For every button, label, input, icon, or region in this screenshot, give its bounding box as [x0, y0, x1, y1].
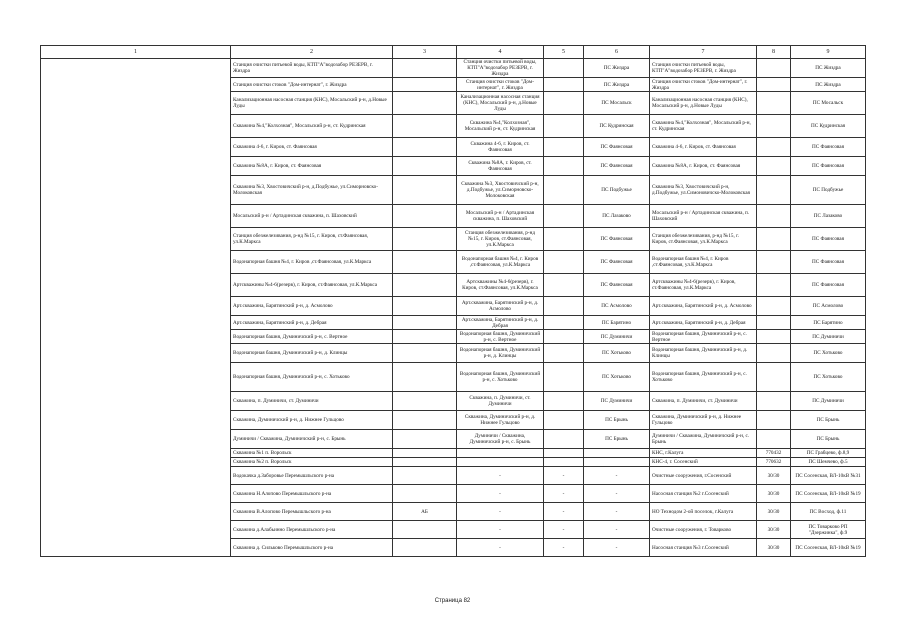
table-cell-c8	[757, 78, 791, 92]
table-cell-c5	[544, 251, 584, 274]
table-cell-c2: Арт.скважина, Барятинский р-н, д. Дебрая	[231, 316, 393, 330]
table-cell-c9: ПС Подбужье	[791, 176, 866, 205]
table-cell-c4: Станция очистки стоков "Дом-интернат", г. Жиздра	[457, 78, 544, 92]
table-cell-c8	[757, 392, 791, 411]
table-cell-c8	[757, 274, 791, 297]
table-cell-c5	[544, 138, 584, 157]
column-header: 9	[791, 46, 866, 59]
table-cell-c7: Скважина 4-6, г. Киров, ст. Фаянсовая	[650, 138, 757, 157]
table-cell-c9: ПС Фаянсовая	[791, 251, 866, 274]
table-cell-c3	[393, 539, 457, 557]
table-cell-c5	[544, 392, 584, 411]
table-cell-c8: 30/30	[757, 503, 791, 521]
table-cell-c8: 30/30	[757, 539, 791, 557]
table-cell-c8	[757, 59, 791, 78]
table-cell-c2: Водокачка д.Заборовье Перемышльского р-на	[231, 467, 393, 485]
table-cell-c4: -	[457, 521, 544, 539]
table-cell-c5	[544, 115, 584, 138]
table-cell-c8	[757, 297, 791, 316]
table-cell-c6: -	[584, 539, 650, 557]
column-header: 1	[41, 46, 231, 59]
table-cell-c6	[584, 449, 650, 458]
table-cell-c9: ПС Фаянсовая	[791, 157, 866, 176]
table-cell-c4: Арт.скважина, Барятинский р-н, д. Асмолово	[457, 297, 544, 316]
table-cell-c4: Арт.скважина, Барятинский р-н, д. Дебрая	[457, 316, 544, 330]
table-cell-c4: Думиничи / Скважина, Думиничский р-н, с. Брынь	[457, 430, 544, 449]
table-cell-c2: Скважина №1 п. Ворольск	[231, 449, 393, 458]
table-cell-c9: ПС Шемчево, ф.5	[791, 458, 866, 467]
table-cell-c3	[393, 363, 457, 392]
table-cell-c3	[393, 344, 457, 363]
table-cell-c8: 30/30	[757, 521, 791, 539]
table-cell-c5	[544, 59, 584, 78]
table-cell-c4: Водонапорная башня, Думиничский р-н, д. Клинцы	[457, 344, 544, 363]
table-cell-c3	[393, 316, 457, 330]
table-cell-c9: ПС Фаянсовая	[791, 274, 866, 297]
table-cell-c6: ПС Брынь	[584, 430, 650, 449]
table-cell-c9: ПС Брынь	[791, 411, 866, 430]
table-cell-c2: Водонапорная башня №4, г. Киров ,ст.Фаянсовая, ул.К.Маркса	[231, 251, 393, 274]
table-cell-c7: КНС-4, г. Сосенский	[650, 458, 757, 467]
page-number: Страница 82	[434, 598, 471, 604]
table-cell-c2: Водонапорная башня, Думиничский р-н, с. Вертное	[231, 330, 393, 344]
table-cell-c9: ПС Восход, ф.11	[791, 503, 866, 521]
table-cell-c9: ПС Фаянсовая	[791, 228, 866, 251]
table-cell-c4: -	[457, 503, 544, 521]
table-cell-c6: -	[584, 521, 650, 539]
table-cell-c2: Скважина, п. Думиничи, ст. Думиничи	[231, 392, 393, 411]
table-cell-c7: Очистные сооружения, г. Товарково	[650, 521, 757, 539]
table-cell-c5	[544, 78, 584, 92]
table-cell-c3	[393, 138, 457, 157]
table-cell-c9: ПС Мосальск	[791, 92, 866, 115]
table-cell-c8	[757, 251, 791, 274]
table-cell-c6: ПС Фаянсовая	[584, 251, 650, 274]
table-cell-c2: Мосальский р-н / Артадинская скважина, п. Шаховский	[231, 205, 393, 228]
table-cell-c3	[393, 467, 457, 485]
table-cell-c6: ПС Хотьково	[584, 363, 650, 392]
table-cell-c3	[393, 59, 457, 78]
table-cell-c2: Станция очистки стоков "Дом-интернат", г. Жиздра	[231, 78, 393, 92]
table-cell-c3	[393, 228, 457, 251]
table-cell-c4: Скважина, Думиничский р-н, д. Нижнее Гульцово	[457, 411, 544, 430]
column-header: 8	[757, 46, 791, 59]
table-cell-c9: ПС Фаянсовая	[791, 138, 866, 157]
table-cell-col1	[41, 59, 231, 557]
table-cell-c6: ПС Фаянсовая	[584, 228, 650, 251]
table-cell-c3	[393, 330, 457, 344]
table-cell-c6: -	[584, 485, 650, 503]
table-cell-c3	[393, 449, 457, 458]
table-cell-c7: Станция очистки стоков "Дом-интернат", г. Жиздра	[650, 78, 757, 92]
document-table-sheet	[40, 45, 865, 557]
table-cell-c6: ПС Брынь	[584, 411, 650, 430]
table-cell-c3	[393, 274, 457, 297]
table-cell-c2: Скважина, Думиничский р-н, д. Нижнее Гульцово	[231, 411, 393, 430]
table-cell-c7: Канализационная насосная станция (КНС), Мосальский р-н, д.Новые Луды	[650, 92, 757, 115]
table-cell-c7: Мосальский р-н / Артадинская скважина, п. Шаховский	[650, 205, 757, 228]
table-cell-c5	[544, 316, 584, 330]
table-cell-c4: -	[457, 467, 544, 485]
table-cell-c2: Арт.скважина, Барятинский р-н, д. Асмолово	[231, 297, 393, 316]
table-cell-c7: Станция очистки питьевой воды, КТП"А"водозабор РЕЗЕРВ, г. Жиздра	[650, 59, 757, 78]
table-cell-c6: -	[584, 503, 650, 521]
table-cell-c5	[544, 274, 584, 297]
table-cell-c2: Скважина №8А, г. Киров, ст. Фаянсовая	[231, 157, 393, 176]
table-cell-c8	[757, 157, 791, 176]
table-cell-c5	[544, 205, 584, 228]
table-cell-c8	[757, 176, 791, 205]
table-cell-c7: НО Технодом 2-ой поселок, г.Калуга	[650, 503, 757, 521]
table-cell-c6: ПС Думиничи	[584, 330, 650, 344]
table-cell-c3	[393, 458, 457, 467]
table-cell-c2: Станция очистки питьевой воды, КТП"А"водозабор РЕЗЕРВ, г. Жиздра	[231, 59, 393, 78]
table-body	[41, 59, 866, 557]
table-cell-c8	[757, 330, 791, 344]
table-cell-c9: ПС Брынь	[791, 430, 866, 449]
column-header: 2	[231, 46, 393, 59]
table-cell-c8	[757, 138, 791, 157]
table-cell-c7: Очистные сооружения, г.Сосенский	[650, 467, 757, 485]
table-cell-c4: Скважина №3, Хвостовичский р-н, д.Подбужье, ул.Симорновско-Молоковская	[457, 176, 544, 205]
table-cell-c3: АБ	[393, 503, 457, 521]
table-cell-c5	[544, 176, 584, 205]
table-cell-c3	[393, 392, 457, 411]
table-cell-c4	[457, 458, 544, 467]
table-cell-c5	[544, 458, 584, 467]
table-cell-c5: -	[544, 467, 584, 485]
column-header: 6	[584, 46, 650, 59]
table-cell-c4	[457, 449, 544, 458]
table-cell-c6: ПС Подбужье	[584, 176, 650, 205]
table-cell-c6: ПС Лазаково	[584, 205, 650, 228]
table-cell-c3	[393, 115, 457, 138]
table-cell-c9: ПС Жиздра	[791, 78, 866, 92]
table-cell-c7: Скважина №8А, г. Киров, ст. Фаянсовая	[650, 157, 757, 176]
table-cell-c7: Артскважины №4-6(резерв), г. Киров, ст.Фаянсовая, ул.К.Маркса	[650, 274, 757, 297]
table-cell-c8	[757, 344, 791, 363]
table-cell-c6: ПС Фаянсовая	[584, 157, 650, 176]
table-cell-c7: Водонапорная башня, Думиничский р-н, д. Клинцы	[650, 344, 757, 363]
table-cell-c7: Насосная станция №2 г.Сосенский	[650, 485, 757, 503]
table-cell-c5: -	[544, 485, 584, 503]
table-cell-c6: ПС Жиздра	[584, 78, 650, 92]
table-cell-c5: -	[544, 539, 584, 557]
table-cell-c3	[393, 92, 457, 115]
table-cell-c7: КНС, г.Калуга	[650, 449, 757, 458]
table-cell-c6: -	[584, 467, 650, 485]
table-cell-c4: Станция очистки питьевой воды, КТП"А"водозабор РЕЗЕРВ, г. Жиздра	[457, 59, 544, 78]
table-cell-c5	[544, 297, 584, 316]
table-cell-c9: ПС Хотьково	[791, 363, 866, 392]
table-cell-c2: Скважина №3, Хвостовичский р-н, д.Подбужье, ул.Симорновско-Молоковская	[231, 176, 393, 205]
table-cell-c8: 770632	[757, 458, 791, 467]
table-cell-c5: -	[544, 521, 584, 539]
table-cell-c6: ПС Барятино	[584, 316, 650, 330]
table-cell-c8: 30/30	[757, 485, 791, 503]
column-header: 7	[650, 46, 757, 59]
table-cell-c7: Скважина, Думиничский р-н, д. Нижнее Гульцово	[650, 411, 757, 430]
table-cell-c7: Станция обезжелезивания, р-нд №15, г. Киров, ст.Фаянсовая, ул.К.Маркса	[650, 228, 757, 251]
table-cell-c3	[393, 297, 457, 316]
table-cell-c7: Арт.скважина, Барятинский р-н, д. Дебрая	[650, 316, 757, 330]
table-cell-c4: Станция обезжелезивания, р-нд №15, г. Киров, ст.Фаянсовая, ул.К.Маркса	[457, 228, 544, 251]
table-cell-c3	[393, 251, 457, 274]
table-cell-c4: Скважина №4,"Колхозная", Мосальский р-н, ст. Кудринская	[457, 115, 544, 138]
table-cell-c9: ПС Товарково РП "Дзержинка", ф.9	[791, 521, 866, 539]
table-cell-c4: Мосальский р-н / Артадинская скважина, п. Шаховский	[457, 205, 544, 228]
table-cell-c2: Скважина д. Сильково Перемышльского р-на	[231, 539, 393, 557]
table-cell-c5: -	[544, 503, 584, 521]
column-header: 3	[393, 46, 457, 59]
table-cell-c2: Скважина №4,"Колхозная", Мосальский р-н, ст. Кудринская	[231, 115, 393, 138]
table-cell-c5	[544, 363, 584, 392]
table-cell-c3	[393, 176, 457, 205]
table-cell-c2: Водонапорная башня, Думиничский р-н, с. Хотьково	[231, 363, 393, 392]
table-cell-c9: ПС Хотьково	[791, 344, 866, 363]
table-cell-c6: ПС Хотьково	[584, 344, 650, 363]
table-cell-c8	[757, 316, 791, 330]
table-cell-c9: ПС Сосенская, ВЛ-10кВ №19	[791, 485, 866, 503]
table-cell-c2: Станция обезжелезивания, р-нд №15, г. Киров, ст.Фаянсовая, ул.К.Маркса	[231, 228, 393, 251]
table-cell-c2: Скважина №2 п. Ворольск	[231, 458, 393, 467]
table-cell-c7: Водонапорная башня, Думиничский р-н, с. Хотьково	[650, 363, 757, 392]
table-cell-c2: Скважина д.Алабьинно Перемышльского р-на	[231, 521, 393, 539]
table-cell-c9: ПС Барятино	[791, 316, 866, 330]
table-cell-c2: Артскважины №4-6(резерв), г. Киров, ст.Фаянсовая, ул.К.Маркса	[231, 274, 393, 297]
table-cell-c5	[544, 330, 584, 344]
table-cell-c8: 770432	[757, 449, 791, 458]
table-cell-c5	[544, 228, 584, 251]
table-cell-c3	[393, 430, 457, 449]
table-cell-c9: ПС Грабцево, ф.8,9	[791, 449, 866, 458]
table-cell-c8	[757, 115, 791, 138]
table-row	[41, 59, 866, 78]
column-header: 4	[457, 46, 544, 59]
table-cell-c3	[393, 485, 457, 503]
table-cell-c9: ПС Жиздра	[791, 59, 866, 78]
table-cell-c4: -	[457, 485, 544, 503]
table-cell-c9: ПС Асмолово	[791, 297, 866, 316]
table-cell-c3	[393, 411, 457, 430]
table-cell-c8	[757, 205, 791, 228]
table-cell-c2: Водонапорная башня, Думиничский р-н, д. Клинцы	[231, 344, 393, 363]
table-cell-c2: Канализационная насосная станция (КНС), Мосальский р-н, д.Новые Луды	[231, 92, 393, 115]
table-cell-c2: Скважина В.Алопово Перемышльского р-на	[231, 503, 393, 521]
table-cell-c6: ПС Асмолово	[584, 297, 650, 316]
table-cell-c8	[757, 411, 791, 430]
table-cell-c3	[393, 205, 457, 228]
table-cell-c5	[544, 449, 584, 458]
table-cell-c9: ПС Сосенская, ВЛ-10кВ №19	[791, 539, 866, 557]
table-cell-c4: Скважина №8А, г. Киров, ст. Фаянсовая	[457, 157, 544, 176]
table-cell-c9: ПС Думиничи	[791, 392, 866, 411]
table-cell-c6	[584, 458, 650, 467]
table-cell-c4: Канализационная насосная станция (КНС), Мосальский р-н, д.Новые Луды	[457, 92, 544, 115]
table-cell-c7: Водонапорная башня, Думиничский р-н, с. Вертное	[650, 330, 757, 344]
table-cell-c4: Водонапорная башня, Думиничский р-н, с. Хотьково	[457, 363, 544, 392]
table-cell-c6: ПС Мосальск	[584, 92, 650, 115]
table-cell-c9: ПС Сосенская, ВЛ-10кВ №31	[791, 467, 866, 485]
table-cell-c5	[544, 157, 584, 176]
header-row	[41, 46, 866, 59]
table-cell-c8	[757, 363, 791, 392]
table-cell-c5	[544, 411, 584, 430]
table-cell-c4: Водонапорная башня, Думиничский р-н, с. Вертное	[457, 330, 544, 344]
table-cell-c7: Арт.скважина, Барятинский р-н, д. Асмолово	[650, 297, 757, 316]
table-cell-c9: ПС Кудринская	[791, 115, 866, 138]
table-cell-c6: ПС Кудринская	[584, 115, 650, 138]
table-cell-c8	[757, 92, 791, 115]
table-cell-c3	[393, 521, 457, 539]
table-cell-c6: ПС Думиничи	[584, 392, 650, 411]
table-cell-c2: Скважина Н.Алопово Перемышльского р-на	[231, 485, 393, 503]
table-cell-c4: Артскважины №4-6(резерв), г. Киров, ст.Фаянсовая, ул.К.Маркса	[457, 274, 544, 297]
table-cell-c4: -	[457, 539, 544, 557]
table-cell-c7: Думиничи / Скважина, Думиничский р-н, с. Брынь	[650, 430, 757, 449]
column-header: 5	[544, 46, 584, 59]
table-cell-c7: Водонапорная башня №4, г. Киров ,ст.Фаянсовая, ул.К.Маркса	[650, 251, 757, 274]
table-cell-c5	[544, 92, 584, 115]
table-cell-c6: ПС Фаянсовая	[584, 138, 650, 157]
table-cell-c8	[757, 430, 791, 449]
table-cell-c8: 30/30	[757, 467, 791, 485]
table-cell-c4: Скважина 4-6, г. Киров, ст. Фаянсовая	[457, 138, 544, 157]
table-cell-c9: ПС Лазаково	[791, 205, 866, 228]
table-cell-c7: Скважина, п. Думиничи, ст. Думиничи	[650, 392, 757, 411]
table-cell-c4: Скважина, п. Думиничи, ст. Думиничи	[457, 392, 544, 411]
table-cell-c7: Насосная станция №3 г.Сосенский	[650, 539, 757, 557]
table-cell-c2: Думиничи / Скважина, Думиничский р-н, с. Брынь	[231, 430, 393, 449]
table-cell-c6: ПС Жиздра	[584, 59, 650, 78]
table-cell-c7: Скважина №4,"Колхозная", Мосальский р-н, ст. Кудринская	[650, 115, 757, 138]
equipment-table	[40, 45, 866, 557]
table-cell-c4: Водонапорная башня №4, г. Киров ,ст.Фаянсовая, ул.К.Маркса	[457, 251, 544, 274]
table-cell-c9: ПС Думиничи	[791, 330, 866, 344]
table-cell-c6: ПС Фаянсовая	[584, 274, 650, 297]
table-cell-c7: Скважина №3, Хвостовичский р-н, д.Подбужье, ул.Симоновичско-Молоковская	[650, 176, 757, 205]
table-cell-c5	[544, 430, 584, 449]
table-cell-c3	[393, 157, 457, 176]
table-cell-c8	[757, 228, 791, 251]
table-cell-c5	[544, 344, 584, 363]
table-cell-c3	[393, 78, 457, 92]
table-cell-c2: Скважина 4-6, г. Киров, ст. Фаянсовая	[231, 138, 393, 157]
